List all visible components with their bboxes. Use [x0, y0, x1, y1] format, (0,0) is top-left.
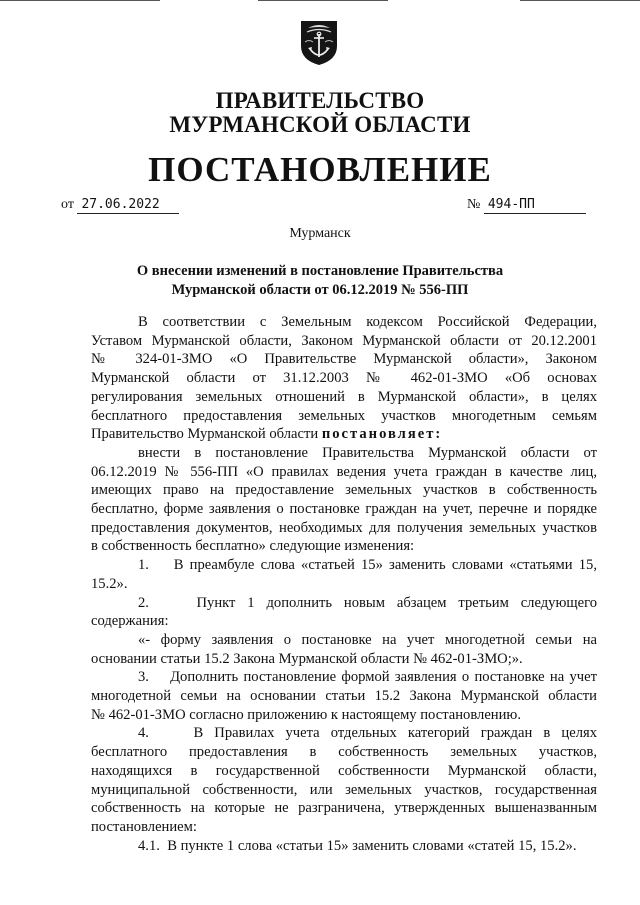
item-3-line: 3. Дополнить постановление формой заявления о постановке на учет [138, 669, 597, 686]
government-name-line2: МУРМАНСКОЙ ОБЛАСТИ [169, 112, 471, 137]
body-line: в собственность бесплатно» следующие изменения: [91, 538, 415, 555]
item-4-1-line: 4.1. В пункте 1 слова «статьи 15» заменить словами «статей 15, 15.2». [138, 837, 577, 854]
document-type-title: ПОСТАНОВЛЕНИЕ [148, 150, 492, 189]
item-2-quote-line: «- форму заявления о постановке на учет многодетной семьи на [138, 631, 597, 648]
item-4-line: бесплатного предоставления в собственность земельных участков, [91, 744, 597, 761]
item-4-line: собственность на которые не разграничена, утвержденных вышеназванным [91, 800, 597, 817]
date-field [61, 197, 179, 214]
decree-emphasis: постановляет: [321, 426, 443, 443]
government-name-line1: ПРАВИТЕЛЬСТВО [215, 88, 425, 113]
item-4-line: постановлением: [91, 818, 197, 835]
body-line: бесплатного предоставления земельных участков многодетным семьям [91, 407, 597, 424]
item-3-line: № 462-01-ЗМО согласно приложению к настоящему постановлению. [91, 706, 521, 723]
item-1-line: 1. В преамбуле слова «статьей 15» заменить словами «статьями 15, [138, 557, 597, 574]
item-3-line: многодетной семьи на основании статьи 15.2 Закона Мурманской области [91, 688, 597, 705]
scan-edge-center [258, 0, 388, 1]
date-value: 27.06.2022 [77, 197, 179, 214]
body-line: регулирования земельных отношений в Мурманской области», в целях [91, 388, 597, 405]
number-value: 494-ПП [484, 197, 586, 214]
document-body [91, 313, 597, 855]
item-4-line: муниципальной собственности, или земельных участков, государственная [91, 781, 597, 798]
item-2-line: 2. Пункт 1 дополнить новым абзацем третьим следующего [138, 594, 597, 611]
body-line: 06.12.2019 № 556-ПП «О правилах ведения учета граждан в качестве лиц, [91, 463, 597, 480]
body-line: внести в постановление Правительства Мурманской области от [138, 444, 597, 461]
item-4-line: находящихся в государственной собственности Мурманской области, [91, 762, 597, 779]
scan-edge-right [520, 0, 640, 1]
number-field [467, 197, 586, 214]
body-text: Правительство Мурманской области [91, 426, 319, 443]
body-line: Уставом Мурманской области, Законом Мурманской области от 20.12.2001 [91, 332, 597, 349]
subject-line: Мурманской области от 06.12.2019 № 556-ПП [171, 282, 469, 298]
date-label: от [61, 197, 74, 212]
scan-edge-left [0, 0, 160, 1]
body-line: Мурманской области от 31.12.2003 № 462-01-ЗМО «Об основах [91, 370, 597, 387]
subject-heading [0, 262, 640, 300]
item-2-line: содержания: [91, 613, 169, 630]
item-4-line: 4. В Правилах учета отдельных категорий граждан в целях [138, 725, 597, 742]
item-2-quote-line: основании статьи 15.2 Закона Мурманской области № 462-01-ЗМО;». [91, 650, 523, 667]
subject-line: О внесении изменений в постановление Правительства [136, 263, 504, 279]
number-label: № [467, 197, 481, 212]
city-name: Мурманск [289, 226, 351, 241]
murmansk-coat-of-arms-icon [299, 18, 339, 66]
body-line [91, 425, 597, 444]
body-line: предоставления документов, необходимых для получения земельных участков [91, 519, 597, 536]
body-line: бесплатно, форме заявления о постановке граждан на учет, перечне и порядке [91, 501, 597, 518]
body-line: № 324-01-ЗМО «О Правительстве Мурманской области», Законом [91, 351, 597, 368]
body-line: В соответствии с Земельным кодексом Российской Федерации, [138, 314, 597, 330]
body-line: имеющих право на предоставление земельных участков в собственность [91, 482, 597, 499]
item-1-line: 15.2». [91, 575, 128, 592]
